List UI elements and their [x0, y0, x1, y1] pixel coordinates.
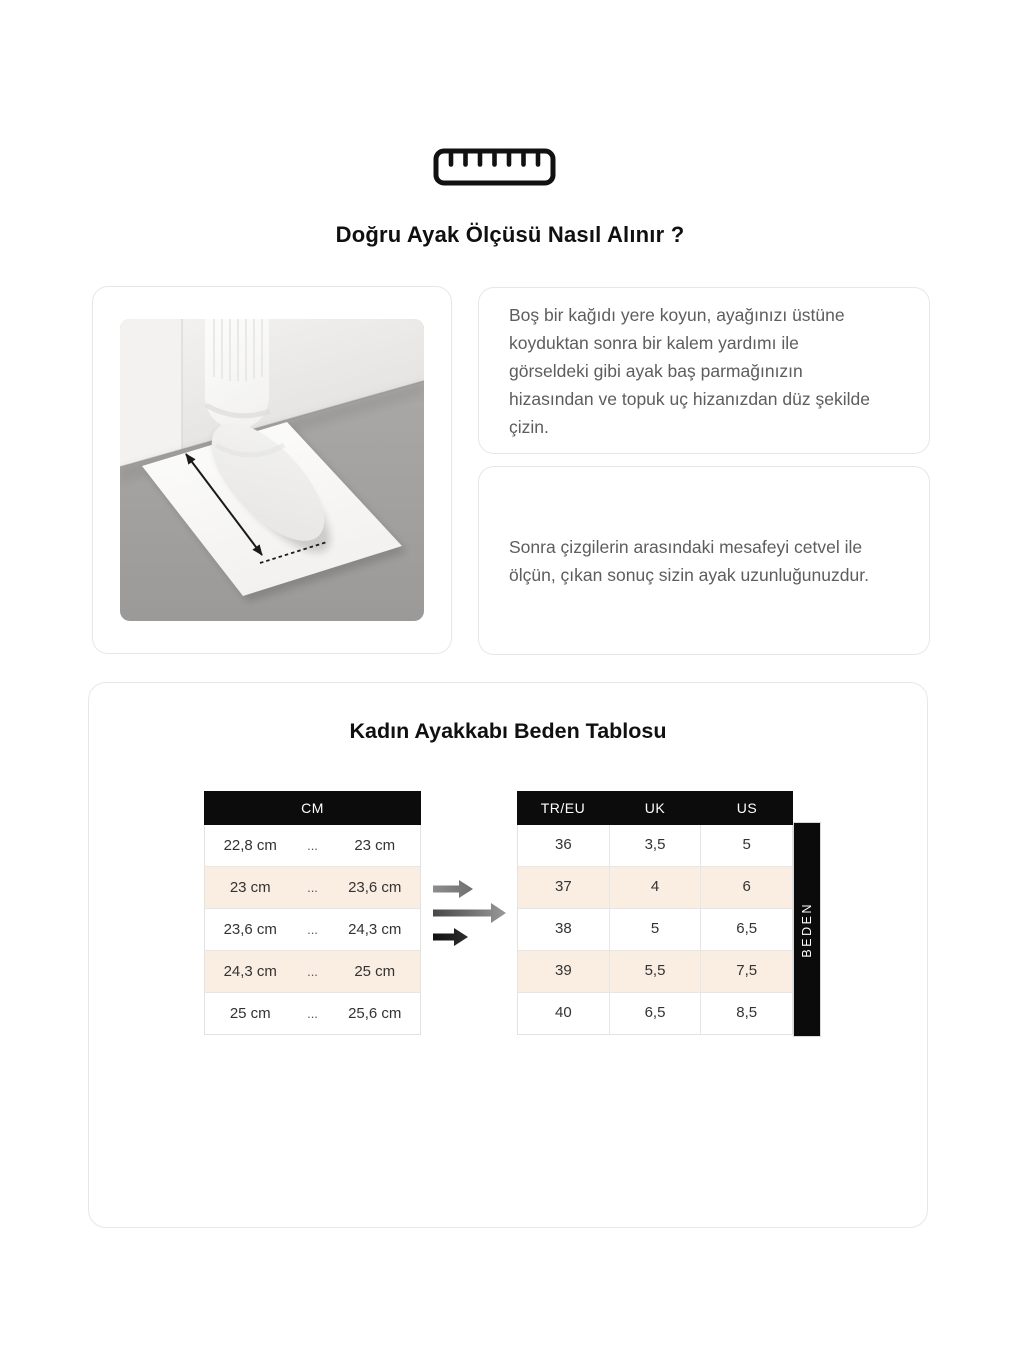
cm-separator: ... — [307, 1006, 318, 1021]
cm-from: 25 cm — [229, 1005, 271, 1022]
instruction-step-2-text: Sonra çizgilerin arasındaki mesafeyi cetvel ile ölçün, çıkan sonuç sizin ayak uzunluğunuzdur. — [509, 536, 869, 585]
instruction-step-1-text: Boş bir kağıdı yere koyun, ayağınızı üstüne koyduktan sonra bir kalem yardımı ile görseldeki gibi ayak baş parmağınızın hizasından ve topuk uç hizanızdan düz şekilde çizin. — [509, 304, 870, 437]
size-cell: 6,5 — [736, 920, 758, 937]
ruler-icon — [433, 148, 556, 186]
cm-table-row — [205, 825, 420, 867]
cm-separator: ... — [307, 964, 318, 979]
cm-table-row — [205, 993, 420, 1034]
size-cell: 6,5 — [610, 993, 702, 1034]
size-cell: 4 — [610, 867, 702, 908]
arrows-right-icon — [433, 879, 511, 947]
cm-from: 23,6 cm — [223, 921, 277, 938]
size-cell: 7,5 — [736, 962, 758, 979]
cm-table — [204, 791, 421, 1035]
size-cell: 5 — [742, 836, 751, 853]
cm-table-row — [205, 951, 420, 993]
size-cell: 8,5 — [736, 1004, 758, 1021]
instruction-step-1 — [478, 287, 930, 454]
size-table-row — [518, 993, 792, 1034]
cm-table-header: CM — [204, 791, 421, 825]
size-chart-title: Kadın Ayakkabı Beden Tablosu — [349, 719, 667, 743]
size-cell: 5 — [610, 909, 702, 950]
size-cell: 36 — [518, 825, 610, 866]
size-table — [517, 791, 793, 1035]
foot-measurement-photo — [120, 319, 424, 621]
cm-to: 25 cm — [354, 963, 396, 980]
size-cell: 6 — [742, 878, 751, 895]
measurement-photo-card — [92, 286, 452, 654]
cm-table-row — [205, 909, 420, 951]
size-cell: 3,5 — [610, 825, 702, 866]
instruction-step-2 — [478, 466, 930, 655]
beden-side-bar — [793, 822, 821, 1037]
size-cell: 39 — [518, 951, 610, 992]
cm-separator: ... — [307, 838, 318, 853]
cm-to: 24,3 cm — [348, 921, 402, 938]
size-table-row — [518, 951, 792, 993]
cm-separator: ... — [307, 880, 318, 895]
size-chart-card — [88, 682, 928, 1228]
size-cell: 40 — [518, 993, 610, 1034]
cm-from: 23 cm — [229, 879, 271, 896]
cm-separator: ... — [307, 922, 318, 937]
cm-to: 23,6 cm — [348, 879, 402, 896]
size-cell: 38 — [518, 909, 610, 950]
size-table-header-row — [517, 791, 793, 825]
size-table-header: US — [736, 800, 758, 816]
size-table-row — [518, 867, 792, 909]
size-table-row — [518, 909, 792, 951]
cm-from: 24,3 cm — [223, 963, 277, 980]
cm-to: 23 cm — [354, 837, 396, 854]
beden-side-label: BEDEN — [800, 901, 814, 958]
cm-from: 22,8 cm — [223, 837, 277, 854]
size-table-row — [518, 825, 792, 867]
size-cell: 37 — [518, 867, 610, 908]
size-table-header: TR/EU — [540, 800, 586, 816]
cm-to: 25,6 cm — [348, 1005, 402, 1022]
cm-table-row — [205, 867, 420, 909]
size-cell: 5,5 — [610, 951, 702, 992]
page-title: Doğru Ayak Ölçüsü Nasıl Alınır ? — [335, 222, 685, 247]
size-table-header: UK — [644, 800, 666, 816]
